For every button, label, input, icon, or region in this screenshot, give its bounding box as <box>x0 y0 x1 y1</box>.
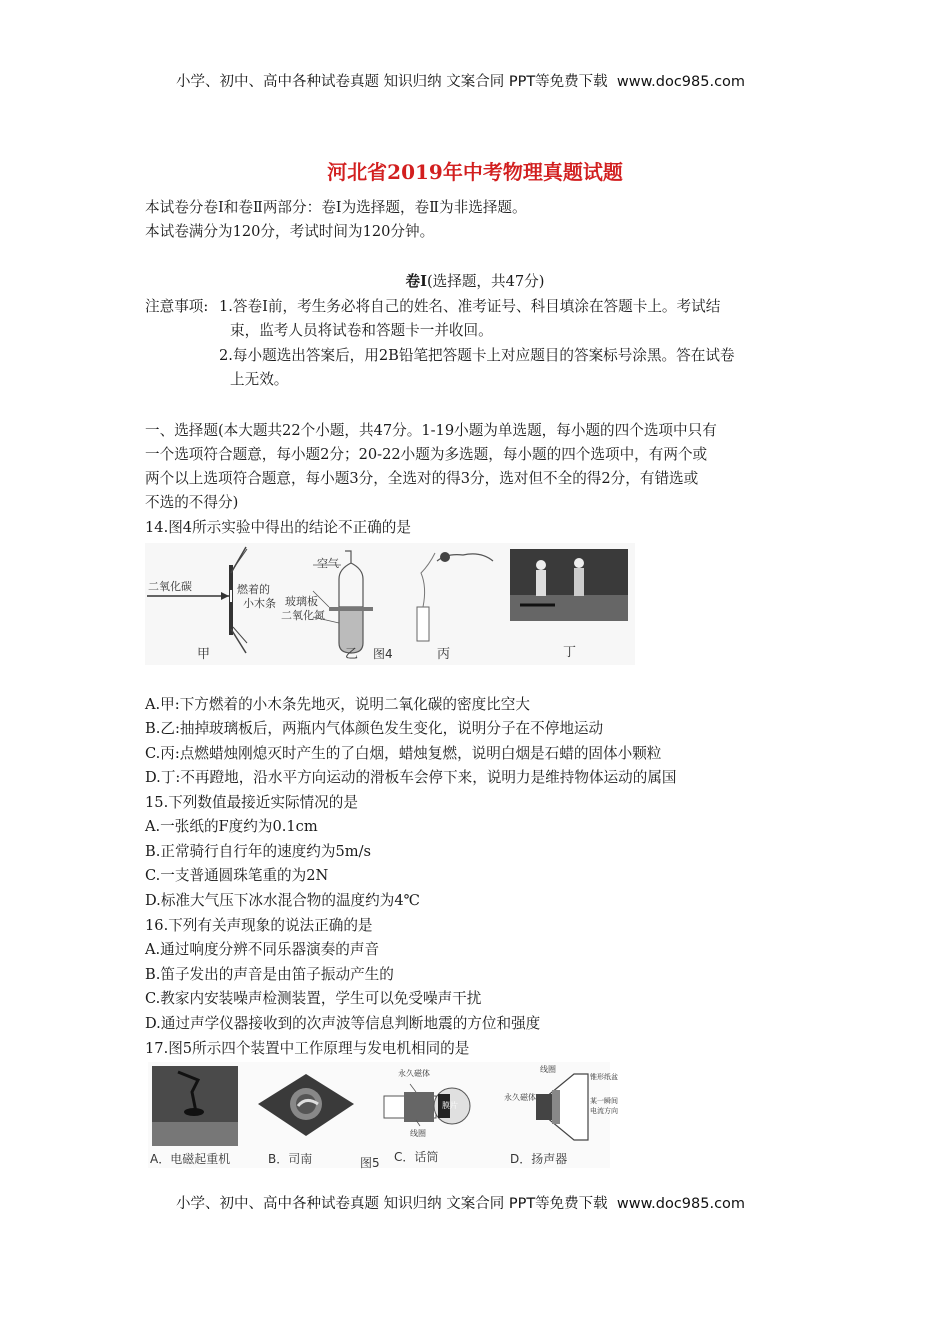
footer-banner <box>176 1192 745 1213</box>
intro-line-2: 本试卷满分为120分，考试时间为120分钟。 <box>145 223 435 240</box>
section-heading <box>0 270 950 294</box>
q14-stem: 14.图4所示实验中得出的结论不正确的是 <box>145 519 411 536</box>
label-microphone: C．话筒 <box>394 1150 439 1164</box>
q16-option-c: C.教家内安装噪声检测装置，学生可以免受噪声干扰 <box>145 990 482 1007</box>
figure-5 <box>148 1062 618 1170</box>
label-yi: 乙 <box>345 647 359 662</box>
figure-5-caption: 图5 <box>360 1156 380 1170</box>
label-crane: A．电磁起重机 <box>150 1152 231 1166</box>
header-site-link[interactable]: www.doc985.com <box>616 74 746 90</box>
label-d-magnet: 永久磁体 <box>504 1093 536 1102</box>
note-2-line-2: 上无效。 <box>230 371 289 388</box>
part1-line-3: 两个以上选项符合题意，每小题3分，全选对的得3分，选对但不全的得2分，有错选或 <box>145 470 699 487</box>
note-1-line-2: 束，监考人员将试卷和答题卡一并收回。 <box>230 322 493 339</box>
label-glass: 玻璃板 <box>285 595 318 608</box>
q16-option-b: B.笛子发出的声音是由笛子振动产生的 <box>145 966 394 983</box>
notes-label: 注意事项: <box>145 298 209 315</box>
label-compass: B．司南 <box>268 1152 313 1166</box>
note-2-line-1: 2.每小题选出答案后，用2B铅笔把答题卡上对应题目的答案标号涂黑。答在试卷 <box>219 347 735 364</box>
label-co2: 二氧化碳 <box>148 580 192 593</box>
page-title: 河北省2019年中考物理真题试题 <box>327 160 623 184</box>
label-no2: 二氧化氮 <box>281 609 325 622</box>
q14-option-c: C.丙:点燃蜡烛刚熄灭时产生的了白烟，蜡烛复燃，说明白烟是石蜡的固体小颗粒 <box>145 745 662 762</box>
q14-option-d: D.丁:不再蹬地，沿水平方向运动的滑板车会停下来，说明力是维持物体运动的属国 <box>145 769 677 786</box>
part1-line-2: 一个选项符合题意，每小题2分；20-22小题为多选题，每小题的四个选项中，有两个或 <box>145 446 708 463</box>
q14-option-a: A.甲:下方燃着的小木条先地灭，说明二氧化碳的密度比空大 <box>145 696 530 713</box>
header-banner <box>176 70 745 91</box>
header-text: 小学、初中、高中各种试卷真题 知识归纳 文案合同 PPT等免费下载 <box>176 74 608 90</box>
q16-option-a: A.通过响度分辨不同乐器演奏的声音 <box>145 941 380 958</box>
footer-text: 小学、初中、高中各种试卷真题 知识归纳 文案合同 PPT等免费下载 <box>176 1196 608 1212</box>
note-1-line-1: 1.答卷Ⅰ前，考生务必将自己的姓名、准考证号、科目填涂在答题卡上。考试结 <box>219 298 721 315</box>
label-d-current-2: 电流方向 <box>590 1107 618 1115</box>
q16-option-d: D.通过声学仪器接收到的次声波等信息判断地震的方位和强度 <box>145 1015 541 1032</box>
label-bing: 丙 <box>437 647 451 662</box>
label-c-magnet: 永久磁体 <box>398 1069 430 1078</box>
q15-option-b: B.正常骑行自行年的速度约为5m/s <box>145 843 372 860</box>
intro-line-1: 本试卷分卷Ⅰ和卷Ⅱ两部分：卷Ⅰ为选择题，卷Ⅱ为非选择题。 <box>145 199 527 216</box>
part1-line-1: 一、选择题(本大题共22个小题，共47分。1-19小题为单选题，每小题的四个选项中只有 <box>145 422 717 439</box>
section-label: 卷Ⅰ <box>405 273 427 290</box>
label-d-current-1: 某一瞬间 <box>590 1097 618 1105</box>
q15-option-a: A.一张纸的F度约为0.1cm <box>145 818 318 835</box>
part1-line-4: 不选的不得分) <box>145 494 239 511</box>
label-stick-1: 燃着的 <box>237 583 270 596</box>
section-desc: (选择题，共47分) <box>426 273 545 290</box>
label-air: 空气 <box>317 557 339 570</box>
q14-option-b: B.乙:抽掉玻璃板后，两瓶内气体颜色发生变化，说明分子在不停地运动 <box>145 720 604 737</box>
label-c-film: 膜片 <box>442 1101 458 1110</box>
label-ding: 丁 <box>563 645 577 660</box>
label-d-coil: 线圈 <box>540 1065 556 1074</box>
label-d-cone: 锥形纸盆 <box>590 1073 618 1081</box>
q16-stem: 16.下列有关声现象的说法正确的是 <box>145 917 373 934</box>
footer-site-link[interactable]: www.doc985.com <box>616 1196 746 1212</box>
q15-stem: 15.下列数值最接近实际情况的是 <box>145 794 358 811</box>
label-jia: 甲 <box>197 647 211 662</box>
figure-4 <box>145 543 635 665</box>
label-c-coil: 线圈 <box>410 1129 426 1138</box>
q15-option-d: D.标准大气压下冰水混合物的温度约为4℃ <box>145 892 420 909</box>
q15-option-c: C.一支普通圆珠笔重的为2N <box>145 867 329 884</box>
label-stick-2: 小木条 <box>243 597 276 610</box>
figure-4-caption: 图4 <box>373 647 393 661</box>
label-speaker: D．扬声器 <box>510 1152 568 1166</box>
q17-stem: 17.图5所示四个装置中工作原理与发电机相同的是 <box>145 1040 470 1057</box>
